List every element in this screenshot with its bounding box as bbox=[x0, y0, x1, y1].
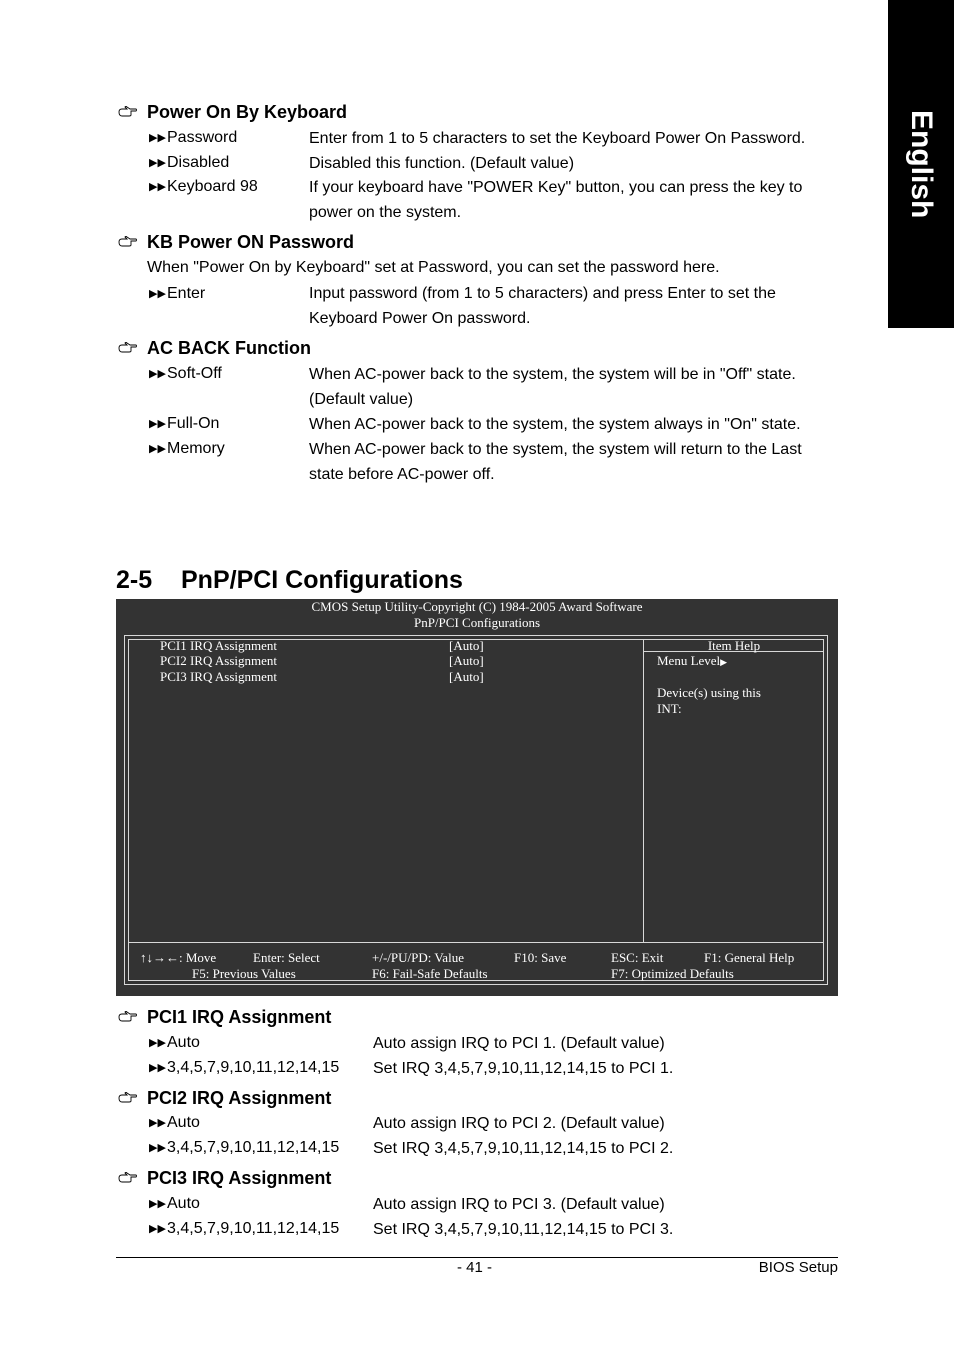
bios-title-line2: PnP/PCI Configurations bbox=[413, 615, 541, 630]
bios-item-pci3-label[interactable]: PCI3 IRQ Assignment bbox=[160, 669, 278, 684]
double-arrow-icon: ▶▶ bbox=[149, 1223, 166, 1235]
section-intro: When "Power On by Keyboard" set at Password, you can set the password here. bbox=[147, 259, 720, 276]
option-desc: Auto assign IRQ to PCI 3. (Default value) bbox=[373, 1196, 665, 1213]
option-desc: Disabled this function. (Default value) bbox=[309, 155, 575, 172]
option-irq-list: ▶▶3,4,5,7,9,10,11,12,14,15 bbox=[149, 1220, 340, 1237]
bios-screen bbox=[116, 599, 838, 996]
page-number: - 41 - bbox=[457, 1259, 493, 1276]
footer-label: BIOS Setup bbox=[758, 1259, 838, 1276]
heading-power-on-by-keyboard: Power On By Keyboard bbox=[147, 102, 348, 122]
language-tab-label: English bbox=[905, 110, 938, 219]
option-irq-list: ▶▶3,4,5,7,9,10,11,12,14,15 bbox=[149, 1059, 340, 1076]
option-desc: Set IRQ 3,4,5,7,9,10,11,12,14,15 to PCI 3. bbox=[373, 1221, 674, 1238]
option-keyboard-98: ▶▶Keyboard 98 bbox=[149, 178, 258, 195]
bios-key-save: F10: Save bbox=[514, 950, 567, 965]
bios-key-exit: ESC: Exit bbox=[611, 950, 664, 965]
double-arrow-icon: ▶▶ bbox=[149, 1142, 166, 1154]
pointing-hand-icon bbox=[118, 1011, 138, 1023]
double-arrow-icon: ▶▶ bbox=[149, 181, 166, 193]
option-enter: ▶▶Enter bbox=[149, 285, 206, 302]
heading-kb-power-on-password: KB Power ON Password bbox=[147, 232, 355, 252]
bios-divider bbox=[643, 639, 644, 942]
double-arrow-icon: ▶▶ bbox=[149, 1037, 166, 1049]
option-desc: If your keyboard have "POWER Key" button, you can press the key to power on the system. bbox=[309, 179, 803, 221]
pointing-hand-icon bbox=[118, 1172, 138, 1184]
double-arrow-icon: ▶▶ bbox=[149, 418, 166, 430]
bios-item-pci1-value[interactable]: [Auto] bbox=[449, 638, 484, 653]
double-arrow-icon: ▶▶ bbox=[149, 288, 166, 300]
option-desc: Auto assign IRQ to PCI 2. (Default value) bbox=[373, 1115, 665, 1132]
option-soft-off: ▶▶Soft-Off bbox=[149, 365, 222, 382]
bios-item-pci2-value[interactable]: [Auto] bbox=[449, 653, 484, 668]
option-auto: ▶▶Auto bbox=[149, 1195, 200, 1212]
section-title-text: PnP/PCI Configurations bbox=[181, 566, 463, 594]
double-arrow-icon: ▶▶ bbox=[149, 368, 166, 380]
double-arrow-icon: ▶▶ bbox=[149, 132, 166, 144]
pointing-hand-icon bbox=[118, 106, 138, 118]
double-arrow-icon: ▶▶ bbox=[149, 1117, 166, 1129]
bios-key-help: F1: General Help bbox=[704, 950, 795, 965]
section-number: 2-5 bbox=[116, 566, 153, 594]
option-full-on: ▶▶Full-On bbox=[149, 415, 220, 432]
bios-help-text: Device(s) using this bbox=[657, 685, 761, 700]
option-desc: Set IRQ 3,4,5,7,9,10,11,12,14,15 to PCI 2. bbox=[373, 1140, 674, 1157]
bios-key-fail-safe: F6: Fail-Safe Defaults bbox=[372, 966, 488, 981]
option-auto: ▶▶Auto bbox=[149, 1034, 200, 1051]
bios-item-pci1-label[interactable]: PCI1 IRQ Assignment bbox=[160, 638, 278, 653]
heading-pci1-irq-assignment: PCI1 IRQ Assignment bbox=[147, 1007, 332, 1027]
language-tab bbox=[888, 0, 954, 328]
double-arrow-icon: ▶▶ bbox=[149, 1062, 166, 1074]
option-memory: ▶▶Memory bbox=[149, 440, 225, 457]
pointing-hand-icon bbox=[118, 236, 138, 248]
option-password: ▶▶Password bbox=[149, 129, 238, 146]
bios-key-move: ↑↓→←: Move bbox=[140, 950, 217, 965]
bios-key-select: Enter: Select bbox=[253, 950, 320, 965]
bios-key-value: +/-/PU/PD: Value bbox=[372, 950, 464, 965]
option-desc: Set IRQ 3,4,5,7,9,10,11,12,14,15 to PCI 1. bbox=[373, 1060, 674, 1077]
option-desc: When AC-power back to the system, the system always in "On" state. bbox=[309, 416, 801, 433]
option-desc: When AC-power back to the system, the system will be in "Off" state. (Default value) bbox=[309, 366, 796, 408]
option-desc: Enter from 1 to 5 characters to set the Keyboard Power On Password. bbox=[309, 130, 806, 147]
option-auto: ▶▶Auto bbox=[149, 1114, 200, 1131]
bios-help-menu-level: Menu Level▶ bbox=[657, 653, 728, 668]
bios-item-pci2-label[interactable]: PCI2 IRQ Assignment bbox=[160, 653, 278, 668]
bios-help-text: INT: bbox=[657, 701, 682, 716]
double-arrow-icon: ▶▶ bbox=[149, 1198, 166, 1210]
heading-pci3-irq-assignment: PCI3 IRQ Assignment bbox=[147, 1168, 332, 1188]
bios-item-pci3-value[interactable]: [Auto] bbox=[449, 669, 484, 684]
bios-key-optimized: F7: Optimized Defaults bbox=[611, 966, 734, 981]
pointing-hand-icon bbox=[118, 342, 138, 354]
option-disabled: ▶▶Disabled bbox=[149, 154, 230, 171]
option-desc: Input password (from 1 to 5 characters) and press Enter to set the Keyboard Power On password. bbox=[309, 285, 776, 327]
pointing-hand-icon bbox=[118, 1092, 138, 1104]
double-arrow-icon: ▶▶ bbox=[149, 157, 166, 169]
section-title bbox=[116, 564, 463, 596]
heading-pci2-irq-assignment: PCI2 IRQ Assignment bbox=[147, 1088, 332, 1108]
bios-key-previous-values: F5: Previous Values bbox=[192, 966, 296, 981]
heading-ac-back-function: AC BACK Function bbox=[147, 338, 311, 358]
bios-title-line1: CMOS Setup Utility-Copyright (C) 1984-2005 Award Software bbox=[311, 599, 643, 614]
option-desc: When AC-power back to the system, the system will return to the Last state before AC-power off. bbox=[309, 441, 802, 483]
double-arrow-icon: ▶▶ bbox=[149, 443, 166, 455]
option-desc: Auto assign IRQ to PCI 1. (Default value) bbox=[373, 1035, 665, 1052]
bios-help-title: Item Help bbox=[707, 638, 761, 653]
bios-bottom-divider bbox=[128, 942, 824, 943]
option-irq-list: ▶▶3,4,5,7,9,10,11,12,14,15 bbox=[149, 1139, 340, 1156]
triangle-right-icon: ▶ bbox=[720, 657, 728, 667]
